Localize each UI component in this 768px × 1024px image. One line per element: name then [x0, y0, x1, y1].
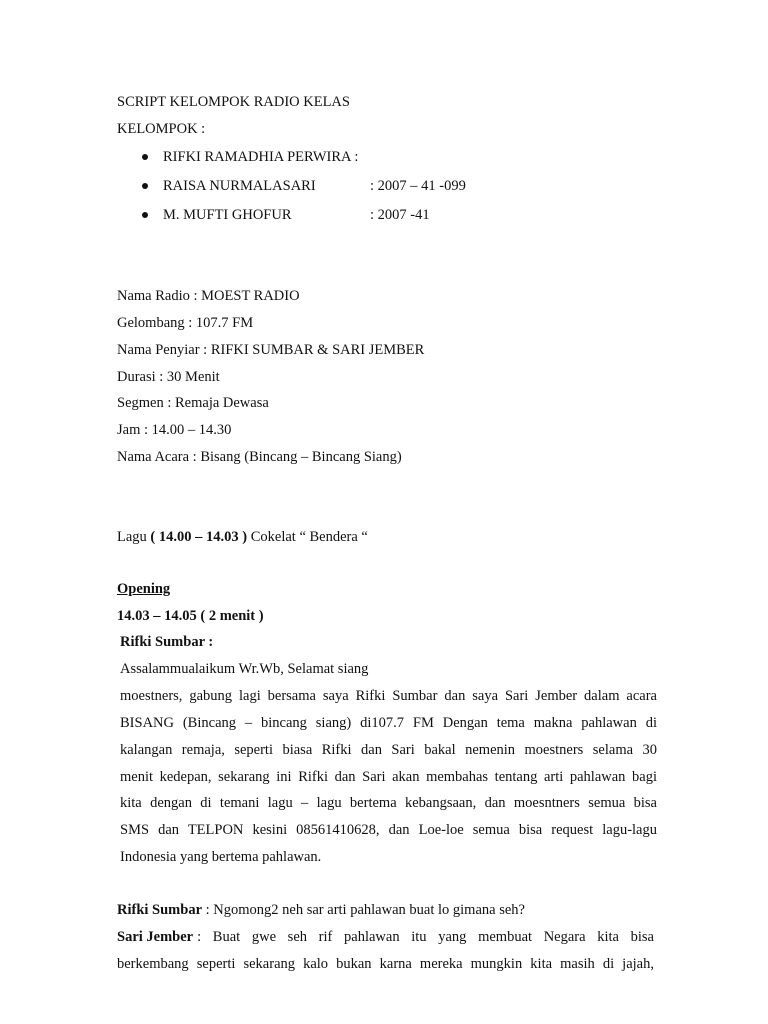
opening-line: BISANG (Bincang – bincang siang) di107.7 FM Dengan tema makna pahlawan di	[120, 715, 657, 731]
opening-heading: Opening	[117, 581, 171, 597]
speaker-name: Sari Jember	[117, 929, 194, 945]
opening-line: Indonesia yang bertema pahlawan.	[120, 849, 322, 865]
opening-time: 14.03 – 14.05 ( 2 menit )	[117, 608, 264, 624]
opening-line: kalangan remaja, seperti biasa Rifki dan Sari bakal nemenin moestners selama 30	[120, 742, 657, 758]
bullet-icon	[142, 154, 148, 160]
bullet-icon	[142, 212, 148, 218]
info-line: Nama Penyiar : RIFKI SUMBAR & SARI JEMBER	[117, 342, 425, 358]
dialog-line: berkembang seperti sekarang kalo bukan karna mereka mungkin kita masih di jajah,	[117, 956, 654, 972]
info-line: Nama Radio : MOEST RADIO	[117, 288, 300, 304]
dialog-line	[117, 900, 525, 920]
song-prefix: Lagu	[117, 529, 151, 545]
info-line: Nama Acara : Bisang (Bincang – Bincang Siang)	[117, 449, 402, 465]
dialog-line	[117, 927, 654, 947]
dialog-text: : Buat gwe seh rif pahlawan itu yang membuat Negara kita bisa	[197, 929, 654, 945]
opening-line: kita dengan di temani lagu – lagu bertema kebangsaan, dan moesntners semua bisa	[120, 795, 657, 811]
opening-line: moestners, gabung lagi bersama saya Rifki Sumbar dan saya Sari Jember dalam acara	[120, 688, 657, 704]
speaker-name: Rifki Sumbar	[117, 902, 203, 918]
info-line: Durasi : 30 Menit	[117, 369, 220, 385]
member-name: RIFKI RAMADHIA PERWIRA :	[163, 149, 359, 165]
document-title: SCRIPT KELOMPOK RADIO KELAS	[117, 94, 350, 110]
bullet-icon	[142, 183, 148, 189]
info-line: Jam : 14.00 – 14.30	[117, 422, 232, 438]
opening-line: menit kedepan, sekarang ini Rifki dan Sari akan membahas tentang arti pahlawan bagi	[120, 769, 657, 785]
song-time: ( 14.00 – 14.03 )	[150, 529, 248, 545]
group-label: KELOMPOK :	[117, 121, 206, 137]
opening-line: SMS dan TELPON kesini 08561410628, dan Loe-loe semua bisa request lagu-lagu	[120, 822, 657, 838]
info-line: Segmen : Remaja Dewasa	[117, 395, 269, 411]
member-name: RAISA NURMALASARI	[163, 178, 316, 194]
song-title: Cokelat “ Bendera “	[247, 529, 368, 545]
member-id: : 2007 – 41 -099	[370, 178, 466, 194]
opening-line: Assalammualaikum Wr.Wb, Selamat siang	[120, 661, 369, 677]
speaker-name: Rifki Sumbar :	[120, 634, 214, 650]
member-name: M. MUFTI GHOFUR	[163, 207, 292, 223]
song-line	[117, 527, 368, 547]
info-line: Gelombang : 107.7 FM	[117, 315, 254, 331]
dialog-text: : Ngomong2 neh sar arti pahlawan buat lo gimana seh?	[202, 902, 525, 918]
member-id: : 2007 -41	[370, 207, 430, 223]
